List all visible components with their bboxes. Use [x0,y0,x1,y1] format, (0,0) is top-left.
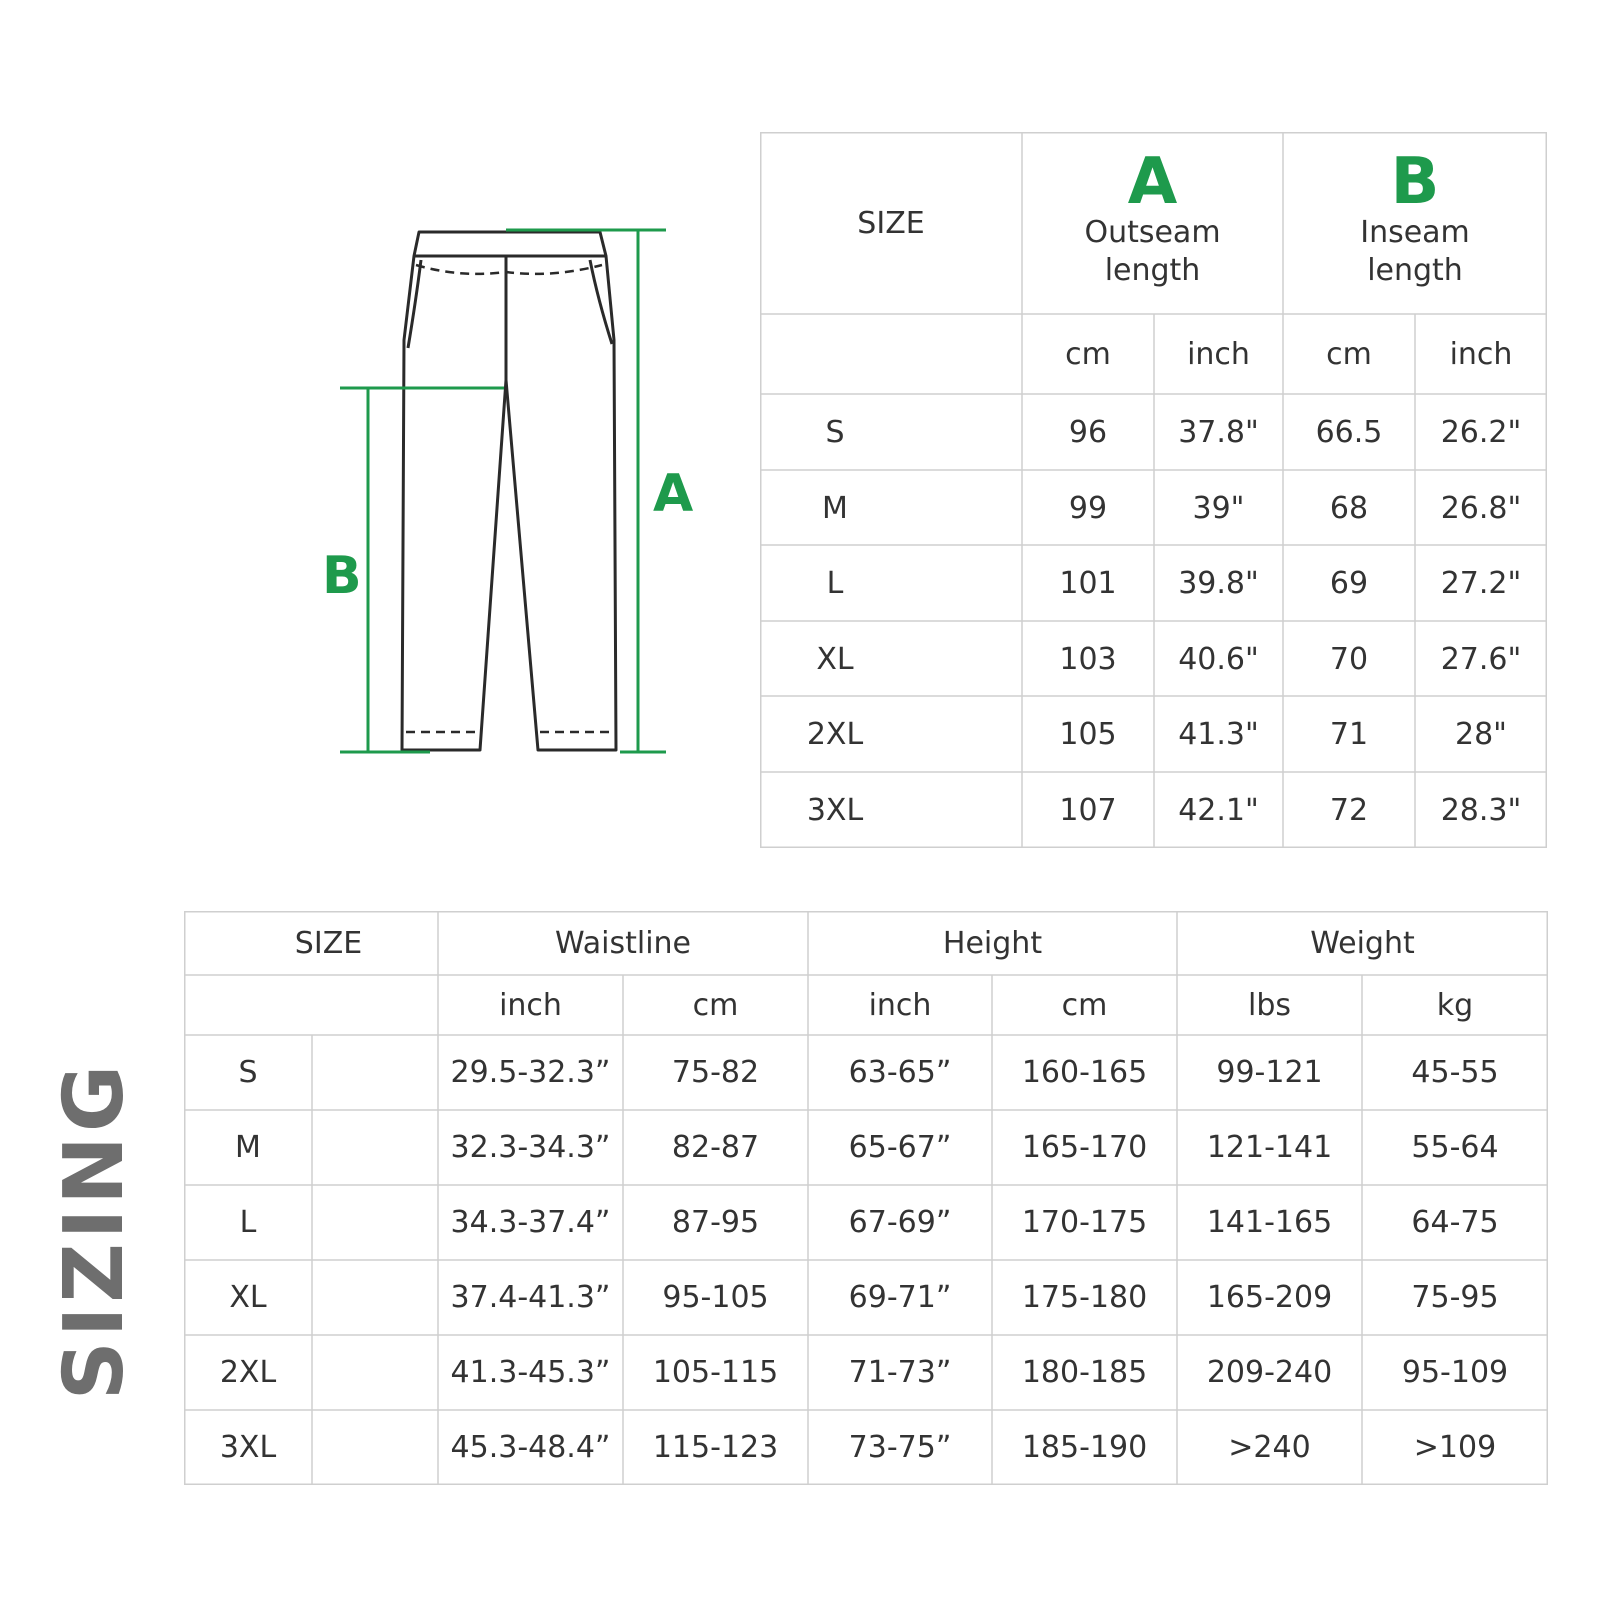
value-cell: 180-185 [1021,1355,1148,1390]
value-cell: 64-75 [1411,1205,1499,1240]
outseam-cm-cell: 101 [1059,565,1117,601]
inseam-inch-cell: 28" [1455,716,1507,752]
unit-header: cm [1065,336,1111,372]
unit-header: inch [868,987,932,1023]
value-cell: 160-165 [1021,1055,1148,1090]
value-cell: 165-209 [1206,1280,1333,1315]
value-cell: 87-95 [671,1205,760,1240]
inseam-inch-cell: 27.6" [1440,641,1522,677]
value-cell: 170-175 [1021,1205,1148,1240]
size-cell: M [235,1130,261,1165]
outseam-inch-cell: 42.1" [1178,792,1259,828]
size-cell: L [239,1205,257,1240]
inseam-cm-cell: 70 [1329,641,1369,677]
inseam-cm-cell: 66.5 [1315,414,1383,450]
outseam-cm-cell: 103 [1059,641,1117,677]
value-cell: 69-71” [848,1280,952,1315]
size-cell: XL [229,1280,267,1315]
value-cell: 32.3-34.3” [450,1130,611,1165]
size-cell: 3XL [219,1430,277,1465]
value-cell: 141-165 [1206,1205,1333,1240]
outseam-label-line2: length [1104,253,1201,288]
outseam-cm-cell: 99 [1068,490,1108,526]
sizing-title: SIZING [47,1060,143,1400]
value-cell: 209-240 [1206,1355,1333,1390]
size-cell: L [826,565,844,601]
value-cell: 75-95 [1411,1280,1499,1315]
value-cell: 95-109 [1401,1355,1509,1390]
size-cell: 2XL [806,716,864,752]
unit-header: kg [1436,987,1474,1023]
length-table [760,132,1547,848]
unit-header: cm [1326,336,1372,372]
value-cell: 82-87 [671,1130,760,1165]
value-cell: 175-180 [1021,1280,1148,1315]
outseam-cm-cell: 107 [1059,792,1117,828]
value-cell: 41.3-45.3” [450,1355,611,1390]
value-cell: 115-123 [652,1430,779,1465]
outseam-label-line1: Outseam [1084,215,1221,250]
inseam-inch-cell: 27.2" [1440,565,1522,601]
inseam-inch-cell: 28.3" [1440,792,1522,828]
size-cell: S [825,414,845,450]
measurement-label-a: A [653,464,694,524]
value-cell: 71-73” [848,1355,952,1390]
value-cell: 95-105 [662,1280,769,1315]
outseam-cm-cell: 96 [1068,414,1108,450]
unit-header: cm [692,987,739,1023]
value-cell: 63-65” [848,1055,952,1090]
outseam-header [1022,145,1283,314]
value-cell: 45.3-48.4” [450,1430,611,1465]
inseam-label-line1: Inseam [1360,215,1470,250]
size-cell: XL [816,641,854,677]
sizing-table [184,911,1548,1485]
value-cell: 45-55 [1411,1055,1499,1090]
value-cell: >240 [1228,1430,1311,1465]
outseam-inch-cell: 39" [1192,490,1245,526]
size-cell: S [238,1055,258,1090]
unit-header: inch [499,987,562,1023]
value-cell: 105-115 [652,1355,779,1390]
unit-header: inch [1187,336,1250,372]
size-cell: 2XL [219,1355,277,1390]
value-cell: 67-69” [848,1205,952,1240]
measurement-label-b: B [322,546,362,606]
height-header: Height [942,925,1043,961]
value-cell: 73-75” [848,1430,952,1465]
value-cell: 65-67” [848,1130,952,1165]
value-cell: >109 [1413,1430,1497,1465]
inseam-inch-cell: 26.8" [1440,490,1522,526]
size-cell: M [822,490,848,526]
pants-outline-icon [320,220,700,760]
inseam-inch-cell: 26.2" [1440,414,1522,450]
size-header: SIZE [294,925,363,961]
outseam-inch-cell: 39.8" [1178,565,1259,601]
unit-header: lbs [1247,987,1291,1023]
size-header: SIZE [857,205,925,241]
pants-diagram [320,220,700,760]
value-cell: 185-190 [1021,1430,1148,1465]
sizing-side-label [47,1060,143,1400]
value-cell: 75-82 [671,1055,760,1090]
inseam-cm-cell: 71 [1329,716,1369,752]
value-cell: 121-141 [1206,1130,1333,1165]
inseam-letter: B [1390,145,1440,219]
value-cell: 29.5-32.3” [450,1055,611,1090]
value-cell: 34.3-37.4” [450,1205,611,1240]
value-cell: 37.4-41.3” [450,1280,611,1315]
size-cell: 3XL [806,792,864,828]
inseam-cm-cell: 69 [1329,565,1369,601]
inseam-header [1283,145,1547,314]
value-cell: 165-170 [1021,1130,1148,1165]
inseam-label-line2: length [1367,253,1463,288]
value-cell: 99-121 [1216,1055,1323,1090]
weight-header: Weight [1310,925,1415,961]
unit-header: cm [1061,987,1108,1023]
outseam-inch-cell: 37.8" [1178,414,1259,450]
inseam-cm-cell: 72 [1329,792,1369,828]
unit-header: inch [1449,336,1513,372]
value-cell: 55-64 [1411,1130,1499,1165]
outseam-cm-cell: 105 [1059,716,1117,752]
outseam-inch-cell: 41.3" [1178,716,1259,752]
waistline-header: Waistline [555,925,691,961]
inseam-cm-cell: 68 [1329,490,1369,526]
outseam-letter: A [1127,145,1178,219]
outseam-inch-cell: 40.6" [1178,641,1259,677]
